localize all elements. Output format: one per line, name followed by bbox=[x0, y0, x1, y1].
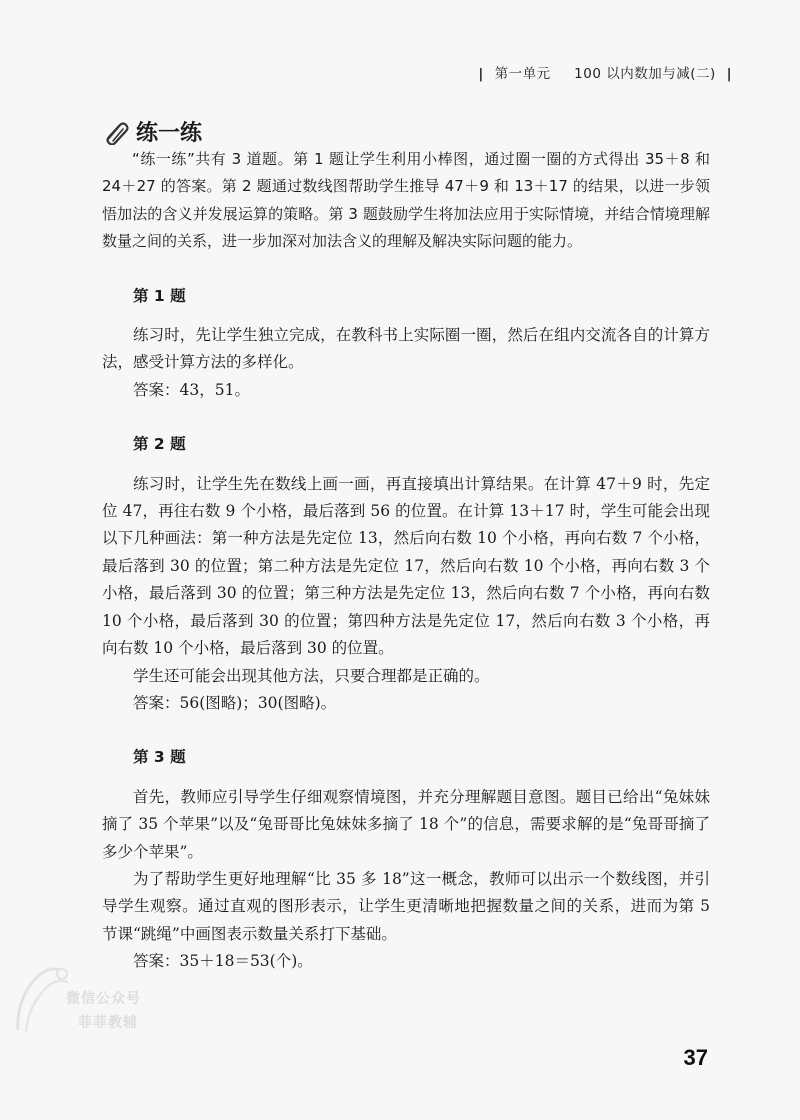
section-title-text: 练一练 bbox=[136, 121, 203, 146]
intro-paragraph: “练一练”共有 3 道题。第 1 题让学生利用小棒图，通过圈一圈的方式得出 35＋8 和 24＋27 的答案。第 2 题通过数线图帮助学生推导 47＋9 和 13＋17 的结果，以进一步领悟加法的含义并发展运算的策略。第 3 题鼓励学生将加法应用于实际情境，并结合情境理解数量之间的关系，进一步加深对加法含义的理解及解决实际问题的能力。 bbox=[102, 150, 710, 251]
watermark-line-1: 微信公众号 bbox=[66, 991, 141, 1007]
header-divider-right: | bbox=[726, 66, 732, 82]
problem-3-paragraph: 首先，教师应引导学生仔细观察情境图，并充分理解题目意图。题目已给出“兔妹妹摘了 35 个苹果”以及“兔哥哥比兔妹妹多摘了 18 个”的信息，需要求解的是“兔哥哥摘了多少个苹果”。 bbox=[102, 787, 710, 861]
problem-2-paragraph: 学生还可能会出现其他方法，只要合理都是正确的。 bbox=[133, 666, 490, 685]
problem-2-answer: 答案：56(图略)；30(图略)。 bbox=[133, 693, 337, 712]
problem-3-paragraph: 为了帮助学生更好地理解“比 35 多 18”这一概念，教师可以出示一个数线图，并引导学生观察。通过直观的图形表示，让学生更清晰地把握数量之间的关系，进而为第 5 节课“跳绳”中画图表示数量关系打下基础。 bbox=[102, 869, 710, 943]
main-content bbox=[102, 146, 710, 976]
problem-3-answer: 答案：35＋18＝53(个)。 bbox=[133, 952, 313, 971]
watermark-line-2: 菲菲教辅 bbox=[78, 1015, 138, 1031]
problem-3-heading: 第 3 题 bbox=[133, 748, 186, 767]
problem-1-heading: 第 1 题 bbox=[133, 286, 186, 305]
problem-1-paragraph: 练习时，先让学生独立完成，在教科书上实际圈一圈，然后在组内交流各自的计算方法，感受计算方法的多样化。 bbox=[102, 326, 710, 372]
header-topic: 100 以内数加与减(二) bbox=[574, 66, 716, 82]
header-divider-left: | bbox=[478, 66, 484, 82]
section-title bbox=[102, 116, 202, 147]
page-number: 37 bbox=[683, 1045, 708, 1070]
problem-2-heading: 第 2 题 bbox=[133, 435, 186, 454]
paperclip-icon bbox=[102, 119, 132, 145]
watermark bbox=[8, 960, 158, 1040]
running-header bbox=[472, 62, 738, 82]
problem-1-answer: 答案：43，51。 bbox=[133, 380, 250, 399]
header-unit: 第一单元 bbox=[494, 66, 551, 82]
problem-2-paragraph: 练习时，让学生先在数线上画一画，再直接填出计算结果。在计算 47＋9 时，先定位 47，再往右数 9 个小格，最后落到 56 的位置。在计算 13＋17 时，学生可能会出现以下几种画法：第一种方法是先定位 13，然后向右数 10 个小格，再向右数 7 个小格，最后落到 30 的位置；第二种方法是先定位 17，然后向右数 10 个小格，再向右数 3 个小格，最后落到 30 的位置；第三种方法是先定位 13，然后向右数 7 个小格，再向右数 10 个小格，最后落到 30 的位置；第四种方法是先定位 17，然后向右数 3 个小格，再向右数 10 个小格，最后落到 30 的位置。 bbox=[102, 474, 710, 658]
